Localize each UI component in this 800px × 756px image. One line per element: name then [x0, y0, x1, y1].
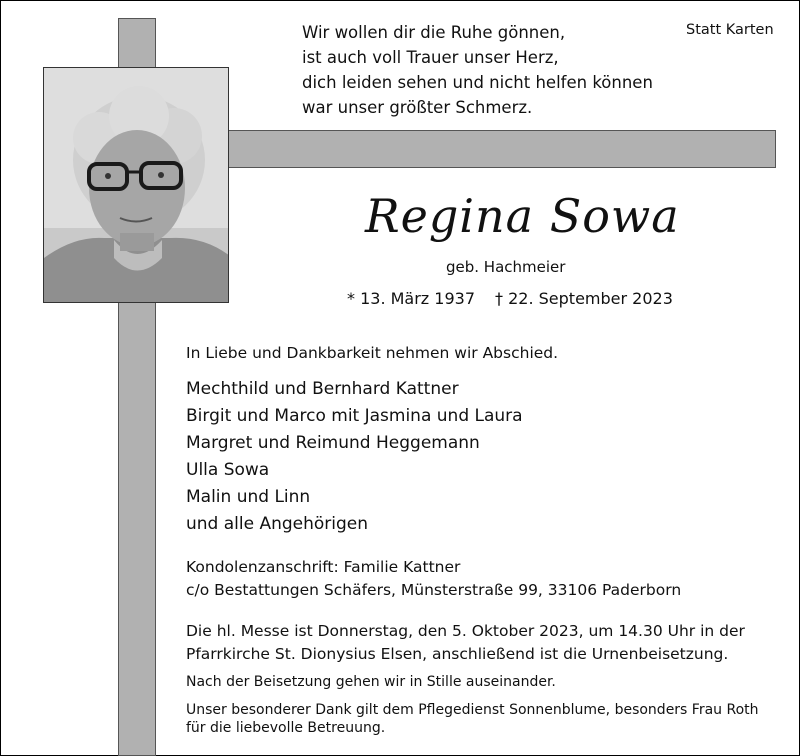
- burial-note: Nach der Beisetzung gehen wir in Stille auseinander.: [186, 674, 556, 690]
- address-line: c/o Bestattungen Schäfers, Münsterstraße 99, 33106 Paderborn: [186, 581, 682, 599]
- service-line: Pfarrkirche St. Dionysius Elsen, anschließend ist die Urnenbeisetzung.: [186, 645, 729, 663]
- mourners-list: [186, 376, 523, 538]
- thanks-note: [186, 701, 759, 737]
- death-date: † 22. September 2023: [495, 289, 673, 308]
- life-dates: [347, 289, 693, 308]
- memorial-poem: [302, 20, 653, 120]
- mourner-entry: Mechthild und Bernhard Kattner: [186, 379, 459, 399]
- service-info: [186, 620, 745, 666]
- deceased-name: Regina Sowa: [365, 189, 680, 243]
- farewell-line: In Liebe und Dankbarkeit nehmen wir Abschied.: [186, 344, 559, 362]
- condolence-address: [186, 556, 681, 602]
- poem-line: Wir wollen dir die Ruhe gönnen,: [302, 23, 566, 42]
- poem-line: war unser größter Schmerz.: [302, 98, 533, 117]
- thanks-line: für die liebevolle Betreuung.: [186, 720, 386, 736]
- mourner-entry: Margret und Reimund Heggemann: [186, 433, 480, 453]
- portrait-photo: [43, 67, 229, 303]
- birth-date: * 13. März 1937: [347, 289, 476, 308]
- poem-line: ist auch voll Trauer unser Herz,: [302, 48, 559, 67]
- service-line: Die hl. Messe ist Donnerstag, den 5. Oktober 2023, um 14.30 Uhr in der: [186, 622, 745, 640]
- mourner-entry: Birgit und Marco mit Jasmina und Laura: [186, 406, 523, 426]
- address-line: Kondolenzanschrift: Familie Kattner: [186, 558, 461, 576]
- mourner-entry: Ulla Sowa: [186, 460, 270, 480]
- statt-karten-label: Statt Karten: [686, 22, 774, 38]
- thanks-line: Unser besonderer Dank gilt dem Pflegedienst Sonnenblume, besonders Frau Roth: [186, 702, 759, 718]
- birth-name: geb. Hachmeier: [446, 258, 566, 276]
- poem-line: dich leiden sehen und nicht helfen können: [302, 73, 653, 92]
- mourner-entry: und alle Angehörigen: [186, 514, 369, 534]
- mourner-entry: Malin und Linn: [186, 487, 311, 507]
